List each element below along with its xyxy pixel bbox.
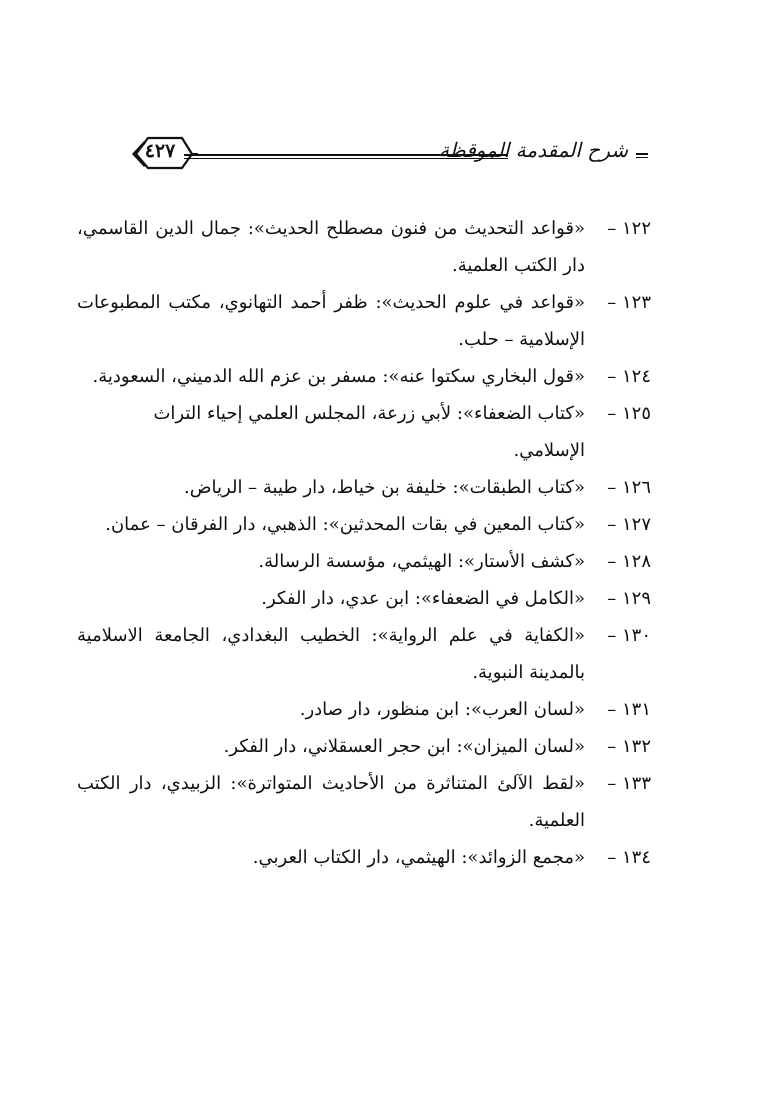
- entry-text: «لسان العرب»: ابن منظور، دار صادر.: [299, 699, 585, 720]
- entry-text: «كشف الأستار»: الهيثمي، مؤسسة الرسالة.: [258, 551, 585, 572]
- entry-text: «قواعد التحديث من فنون مصطلح الحديث»: جمال الدين القاسمي، دار الكتب العلمية.: [77, 218, 585, 276]
- entry-number: ١٢٤ –: [607, 366, 651, 387]
- list-item: [77, 506, 651, 543]
- list-item: [77, 395, 651, 469]
- entry-text: «قواعد في علوم الحديث»: ظفر أحمد التهانوي، مكتب المطبوعات الإسلامية – حلب.: [77, 292, 585, 350]
- entry-text: «كتاب المعين في بقات المحدثين»: الذهبي، دار الفرقان – عمان.: [105, 514, 585, 535]
- list-item: [77, 765, 651, 839]
- reference-list: [77, 210, 651, 876]
- entry-number: ١٢٩ –: [607, 588, 651, 609]
- entry-number: ١٢٢ –: [607, 218, 651, 239]
- list-item: [77, 617, 651, 691]
- entry-number: ١٢٨ –: [607, 551, 651, 572]
- entry-number: ١٣٣ –: [607, 773, 651, 794]
- entry-text: «قول البخاري سكتوا عنه»: مسفر بن عزم الله الدميني، السعودية.: [92, 366, 585, 387]
- list-item: [77, 469, 651, 506]
- entry-number: ١٣٠ –: [607, 625, 651, 646]
- entry-number: ١٢٥ –: [607, 403, 651, 424]
- list-item: [77, 543, 651, 580]
- entry-text: «لسان الميزان»: ابن حجر العسقلاني، دار الفكر.: [223, 736, 585, 757]
- running-header: [118, 130, 648, 174]
- header-rule: [184, 154, 508, 159]
- list-item: [77, 358, 651, 395]
- entry-number: ١٢٣ –: [607, 292, 651, 313]
- list-item: [77, 839, 651, 876]
- list-item: [77, 728, 651, 765]
- entry-text: «الكامل في الضعفاء»: ابن عدي، دار الفكر.: [261, 588, 585, 609]
- entry-number: ١٣٢ –: [607, 736, 651, 757]
- list-item: [77, 691, 651, 728]
- entry-text: «مجمع الزوائد»: الهيثمي، دار الكتاب العربي.: [252, 847, 585, 868]
- entry-text: «الكفاية في علم الرواية»: الخطيب البغدادي، الجامعة الاسلامية بالمدينة النبوية.: [77, 625, 585, 683]
- header-dash: [636, 153, 648, 158]
- book-title: شرح المقدمة الموقظة: [439, 138, 628, 162]
- page-number: ٤٢٧: [144, 140, 176, 162]
- list-item: [77, 284, 651, 358]
- entry-number: ١٣٤ –: [607, 847, 651, 868]
- entry-text: «لقط الآلئ المتناثرة من الأحاديث المتواترة»: الزبيدي، دار الكتب العلمية.: [77, 773, 585, 831]
- list-item: [77, 580, 651, 617]
- page-number-frame: [118, 130, 198, 174]
- entry-text: «كتاب الضعفاء»: لأبي زرعة، المجلس العلمي إحياء التراث الإسلامي.: [153, 403, 585, 461]
- entry-number: ١٣١ –: [607, 699, 651, 720]
- entry-number: ١٢٦ –: [607, 477, 651, 498]
- list-item: [77, 210, 651, 284]
- entry-text: «كتاب الطبقات»: خليفة بن خياط، دار طيبة – الرياض.: [184, 477, 585, 498]
- entry-number: ١٢٧ –: [607, 514, 651, 535]
